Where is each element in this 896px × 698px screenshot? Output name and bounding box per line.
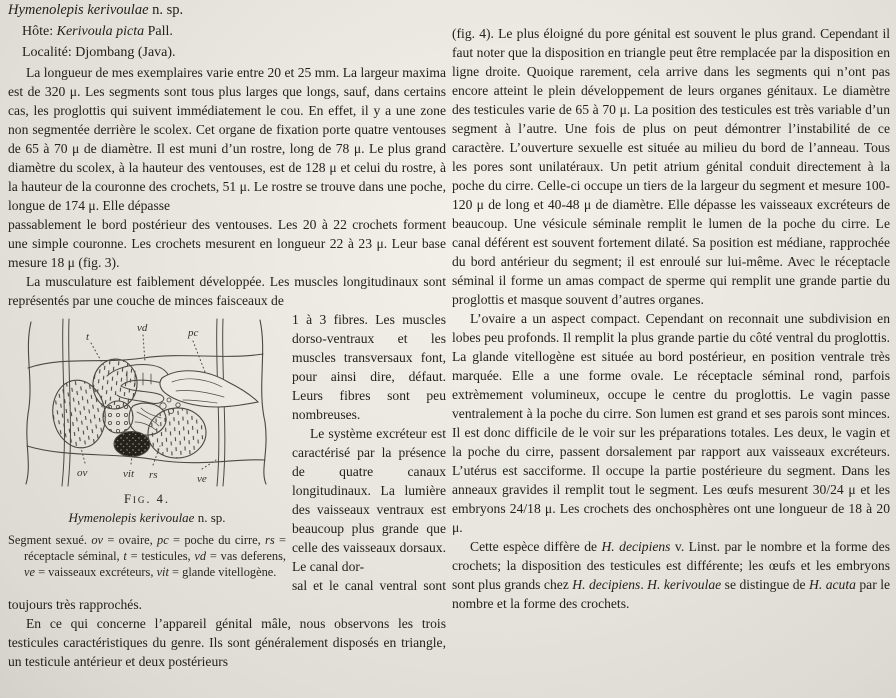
paragraph-testicules: (fig. 4). Le plus éloigné du pore génital est souvent le plus grand. Cependant il faut noter que la disposition en triangle peut être remplacée par la disposition en ligne droite. Quoique rarement, cela arrive dans les segments qui n’ont pas encore atteint le plein développement de leurs organes génitaux. Le diamètre des testicules varie de 65 à 70 μ. La position des testicules est très variable d’un segment à l’autre. Une fois de plus on peut démontrer l’instabilité de ce caractère. L’ouverture sexuelle est située au milieu du bord de l’anneau. Tous les pores sont unilatéraux. Un petit atrium génital conduit directement à la poche du cirre. Celle-ci occupe un tiers de la largeur du segment et mesure 100-120 μ de long et 40-48 μ de diamètre. Elle dépasse les vaisseaux excréteurs de beaucoup. Une vésicule séminale remplit le lumen de la poche du cirre. Le canal déférent est souvent fortement dilaté. Sa position est médiane, rapprochée du bord antérieur du segment; il est enroulé sur lui-même. Avec le réceptacle séminal il forme un amas compact de sperme qui remplit une grande partie du proglottis et masque souvent d’autres organes. [452,26,890,307]
figure-label-vit: vit [123,468,134,480]
species-heading [8,0,446,21]
paragraph-ovaire: L’ovaire a un aspect compact. Cependant on reconnait une subdivision en lobes peu profonds. Il remplit la plus grande partie du côté ventral du proglottis. La glande vitellogène est située au bord postérieur, en position ventrale très marquée. Elle a une forme ovale. Le réceptacle séminal rond, parfois extrèmement volumineux, occupe le centre du proglottis. Le vagin passe ventralement à la poche du cirre. Son lumen est grand et ses parois sont minces. Il est donc difficile de le voir sur les préparations totales. Les deux, le vagin et la poche du cirre, passent dorsalement par rapport aux vaisseaux excréteurs. L’utérus est sacciforme. Il occupe la partie postérieure du segment. Dans les anneaux gravides il remplit tout le segment. Les œufs mesurent 30/24 μ et les embryons 24/18 μ. Les crochets des onchosphères ont une longueur de 18 à 20 μ. [452,311,890,535]
host-species: Kerivoula picta [56,24,145,39]
species-name: Hymenolepis kerivoulae [8,2,149,18]
right-column [452,0,890,613]
left-column [8,0,446,671]
paragraph-fibres: 1 à 3 fibres. Les muscles dorso-ventraux et les muscles transversaux font, pour ainsi dire, défaut. Leurs fibres sont peu nombreuses. [292,312,446,422]
paragraph-crochets: passablement le bord postérieur des ventouses. Les 20 à 22 crochets forment une simple couronne. Les crochets mesurent en longueur 22 à 23 μ. Leur base mesure 18 μ (fig. 3). [8,217,446,270]
host-label: Hôte: [22,24,57,39]
species-suffix: n. sp. [148,2,184,18]
locality-line: Localité: Djombang (Java). [22,45,176,60]
figure-label-t: t [86,331,90,343]
proglottid-drawing [11,316,283,488]
figure-label-vd: vd [137,322,148,334]
paragraph-genital-male: En ce qui concerne l’appareil génital mâle, nous observons les trois testicules caractéristiques du genre. Ils sont généralement disposés en triangle, un testicule antérieur et deux postérieurs [8,616,446,669]
paragraph-comparaison: Cette espèce diffère de H. decipiens v. Linst. par le nombre et la forme des crochets; la disposition des testicules est différente; les œufs et les embryons sont plus grands chez H. decipiens. H. kerivoulae se distingue de H. acuta par le nombre et la forme des crochets. [452,539,891,611]
host-line [8,21,446,42]
paragraph-excretory: Le système excréteur est caractérisé par la présence de quatre canaux longitudinaux. La lumière des vaisseaux ventraux est beaucoup plus grande que celle des vaisseaux dorsaux. Le canal dor- [292,426,446,574]
host-author: Pall. [144,24,173,39]
figure-label-ov: ov [77,467,88,479]
figure-wrap-zone [8,310,446,579]
figure-species-title: Hymenolepis kerivoulae n. sp. [68,510,226,525]
figure-label-pc: pc [188,327,199,339]
paragraph-musculature: La musculature est faiblement développée. Les muscles longitudinaux sont représentés par une couche de minces faisceaux de [8,274,446,308]
figure-label-rs: rs [149,469,158,481]
figure-legend: Segment sexué. ov = ovaire, pc = poche du cirre, rs = réceptacle séminal, t = testicules, vd = vas deferens, ve = vaisseaux excréteurs, vit = glande vitellogène. [8,533,287,579]
figure-label-ve: ve [197,473,207,485]
figure-4 [8,316,286,580]
figure-caption [8,492,286,580]
paragraph-measurements: La longueur de mes exemplaires varie entre 20 et 25 mm. La largeur maxima est de 320 μ. Les segments sont tous plus larges que longs, sauf, dans certains cas, les proglottis qui suivent immédiatement le cou. En effet, il y a une zone non segmentée derrière le scolex. Cet organe de fixation porte quatre ventouses de 65 à 70 μ de diamètre. Il est muni d’un rostre, long de 78 μ. Le plus grand diamètre du scolex, à la hauteur des ventouses, est de 128 μ et celui du rostre, à la hauteur de la couronne des crochets, 51 μ. Le rostre se trouve dans une poche, longue de 174 μ. Elle dépasse [8,65,446,213]
drawing-strokes [26,319,266,486]
figure-number: Fig. 4. [123,492,171,506]
paragraph-canal: sal et le canal ventral sont toujours très rapprochés. [8,578,446,612]
